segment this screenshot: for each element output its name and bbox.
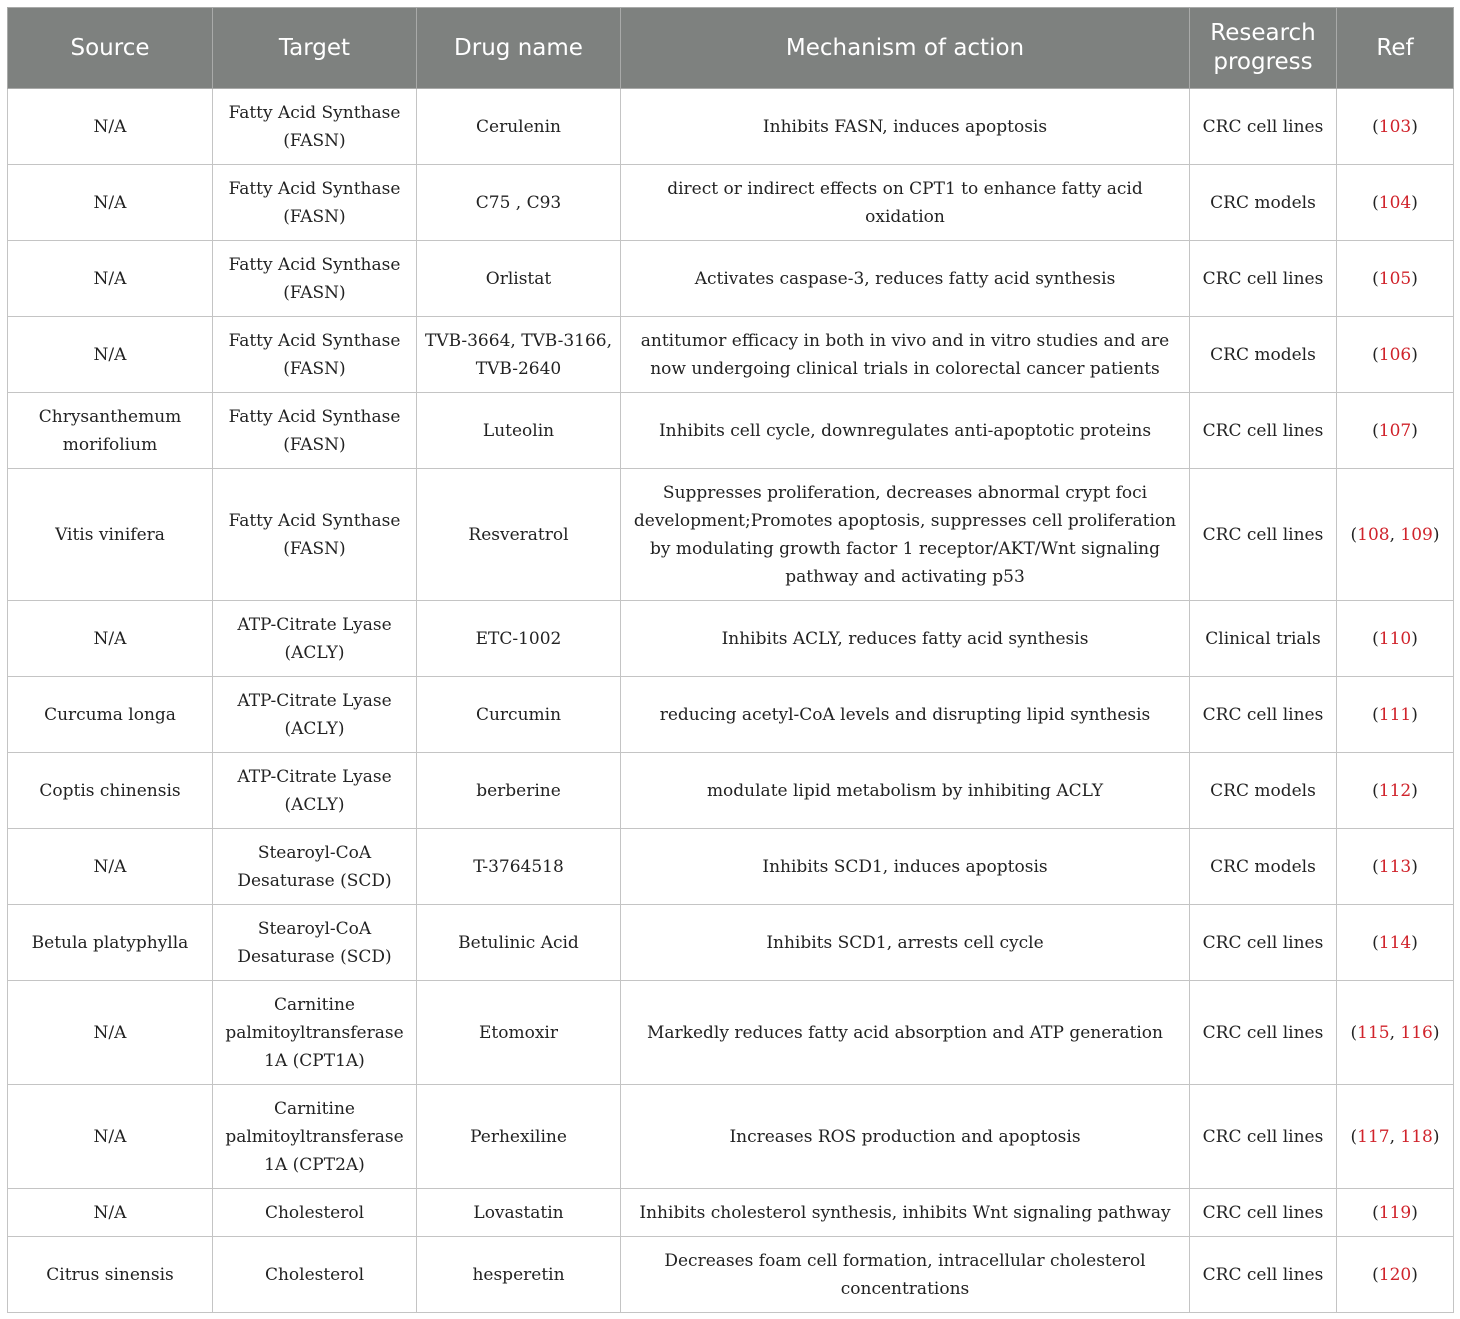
cell-source: N/A — [8, 1085, 213, 1189]
cell-source: Coptis chinensis — [8, 753, 213, 829]
table-row — [8, 469, 1454, 601]
cell-source: Curcuma longa — [8, 677, 213, 753]
cell-mechanism: Markedly reduces fatty acid absorption and ATP generation — [621, 981, 1190, 1085]
cell-mechanism: modulate lipid metabolism by inhibiting ACLY — [621, 753, 1190, 829]
cell-source: Betula platyphylla — [8, 905, 213, 981]
ref-link[interactable]: 104 — [1378, 192, 1412, 213]
table-row — [8, 393, 1454, 469]
cell-drug-name: Perhexiline — [417, 1085, 621, 1189]
cell-target: ATP-Citrate Lyase (ACLY) — [213, 753, 417, 829]
cell-ref: (112) — [1337, 753, 1454, 829]
table-row — [8, 165, 1454, 241]
cell-target: Carnitine palmitoyltransferase 1A (CPT1A) — [213, 981, 417, 1085]
cell-ref: (117, 118) — [1337, 1085, 1454, 1189]
cell-drug-name: Betulinic Acid — [417, 905, 621, 981]
ref-link[interactable]: 113 — [1378, 856, 1412, 877]
cell-drug-name: C75 , C93 — [417, 165, 621, 241]
cell-target: Fatty Acid Synthase (FASN) — [213, 393, 417, 469]
cell-ref: (108, 109) — [1337, 469, 1454, 601]
cell-target: Cholesterol — [213, 1189, 417, 1237]
cell-research-progress: Clinical trials — [1190, 601, 1337, 677]
cell-drug-name: Curcumin — [417, 677, 621, 753]
cell-drug-name: Lovastatin — [417, 1189, 621, 1237]
ref-link[interactable]: 103 — [1378, 116, 1412, 137]
ref-link[interactable]: 119 — [1378, 1202, 1412, 1223]
ref-link[interactable]: 111 — [1378, 704, 1412, 725]
cell-source: N/A — [8, 981, 213, 1085]
cell-source: N/A — [8, 89, 213, 165]
cell-research-progress: CRC cell lines — [1190, 981, 1337, 1085]
cell-mechanism: reducing acetyl-CoA levels and disrupting lipid synthesis — [621, 677, 1190, 753]
cell-source: N/A — [8, 241, 213, 317]
cell-mechanism: direct or indirect effects on CPT1 to enhance fatty acid oxidation — [621, 165, 1190, 241]
cell-mechanism: Activates caspase-3, reduces fatty acid synthesis — [621, 241, 1190, 317]
table-row — [8, 753, 1454, 829]
ref-link[interactable]: 116 — [1400, 1022, 1433, 1043]
table-row — [8, 1189, 1454, 1237]
ref-link[interactable]: 115 — [1357, 1022, 1390, 1043]
cell-source: N/A — [8, 165, 213, 241]
cell-research-progress: CRC cell lines — [1190, 1237, 1337, 1313]
cell-drug-name: hesperetin — [417, 1237, 621, 1313]
cell-drug-name: Cerulenin — [417, 89, 621, 165]
cell-target: Cholesterol — [213, 1237, 417, 1313]
cell-research-progress: CRC cell lines — [1190, 89, 1337, 165]
cell-ref: (106) — [1337, 317, 1454, 393]
header-row — [8, 8, 1454, 89]
cell-ref: (115, 116) — [1337, 981, 1454, 1085]
cell-target: Stearoyl-CoA Desaturase (SCD) — [213, 905, 417, 981]
header-drug-name: Drug name — [417, 8, 621, 89]
cell-ref: (110) — [1337, 601, 1454, 677]
header-research-progress: Research progress — [1190, 8, 1337, 89]
cell-mechanism: Suppresses proliferation, decreases abnormal crypt foci development;Promotes apoptosis, suppresses cell proliferation by modulating growth factor 1 receptor/AKT/Wnt signaling pathway and activating p53 — [621, 469, 1190, 601]
ref-link[interactable]: 118 — [1400, 1126, 1433, 1147]
header-source: Source — [8, 8, 213, 89]
ref-link[interactable]: 117 — [1357, 1126, 1390, 1147]
ref-link[interactable]: 112 — [1378, 780, 1412, 801]
cell-ref: (113) — [1337, 829, 1454, 905]
header-mechanism: Mechanism of action — [621, 8, 1190, 89]
cell-ref: (107) — [1337, 393, 1454, 469]
ref-link[interactable]: 109 — [1400, 524, 1433, 545]
ref-link[interactable]: 105 — [1378, 268, 1412, 289]
cell-mechanism: Inhibits ACLY, reduces fatty acid synthesis — [621, 601, 1190, 677]
cell-target: Fatty Acid Synthase (FASN) — [213, 317, 417, 393]
cell-target: ATP-Citrate Lyase (ACLY) — [213, 677, 417, 753]
cell-research-progress: CRC cell lines — [1190, 677, 1337, 753]
cell-ref: (104) — [1337, 165, 1454, 241]
cell-target: Fatty Acid Synthase (FASN) — [213, 241, 417, 317]
cell-source: N/A — [8, 829, 213, 905]
cell-ref: (114) — [1337, 905, 1454, 981]
cell-source: Chrysanthemum morifolium — [8, 393, 213, 469]
cell-mechanism: Inhibits cell cycle, downregulates anti-apoptotic proteins — [621, 393, 1190, 469]
ref-link[interactable]: 110 — [1378, 628, 1412, 649]
ref-link[interactable]: 107 — [1378, 420, 1412, 441]
table-row — [8, 677, 1454, 753]
cell-research-progress: CRC cell lines — [1190, 469, 1337, 601]
cell-research-progress: CRC models — [1190, 753, 1337, 829]
table-row — [8, 89, 1454, 165]
table-row — [8, 241, 1454, 317]
cell-mechanism: Inhibits cholesterol synthesis, inhibits Wnt signaling pathway — [621, 1189, 1190, 1237]
cell-research-progress: CRC models — [1190, 317, 1337, 393]
table-row — [8, 1237, 1454, 1313]
cell-ref: (111) — [1337, 677, 1454, 753]
cell-target: Carnitine palmitoyltransferase 1A (CPT2A) — [213, 1085, 417, 1189]
drug-table — [7, 7, 1454, 1313]
table-row — [8, 317, 1454, 393]
cell-drug-name: ETC-1002 — [417, 601, 621, 677]
cell-research-progress: CRC models — [1190, 165, 1337, 241]
cell-drug-name: TVB-3664, TVB-3166, TVB-2640 — [417, 317, 621, 393]
cell-drug-name: T-3764518 — [417, 829, 621, 905]
cell-source: Vitis vinifera — [8, 469, 213, 601]
cell-mechanism: Inhibits SCD1, arrests cell cycle — [621, 905, 1190, 981]
header-target: Target — [213, 8, 417, 89]
cell-target: Fatty Acid Synthase (FASN) — [213, 165, 417, 241]
cell-ref: (120) — [1337, 1237, 1454, 1313]
cell-source: N/A — [8, 601, 213, 677]
cell-mechanism: Decreases foam cell formation, intracellular cholesterol concentrations — [621, 1237, 1190, 1313]
cell-ref: (119) — [1337, 1189, 1454, 1237]
cell-target: Stearoyl-CoA Desaturase (SCD) — [213, 829, 417, 905]
cell-research-progress: CRC cell lines — [1190, 1189, 1337, 1237]
ref-link[interactable]: 106 — [1378, 344, 1412, 365]
cell-mechanism: Inhibits FASN, induces apoptosis — [621, 89, 1190, 165]
table-row — [8, 601, 1454, 677]
cell-research-progress: CRC cell lines — [1190, 241, 1337, 317]
cell-source: N/A — [8, 1189, 213, 1237]
cell-source: Citrus sinensis — [8, 1237, 213, 1313]
cell-drug-name: Luteolin — [417, 393, 621, 469]
cell-mechanism: Increases ROS production and apoptosis — [621, 1085, 1190, 1189]
cell-mechanism: antitumor efficacy in both in vivo and in vitro studies and are now undergoing clinical trials in colorectal cancer patients — [621, 317, 1190, 393]
cell-mechanism: Inhibits SCD1, induces apoptosis — [621, 829, 1190, 905]
cell-target: Fatty Acid Synthase (FASN) — [213, 89, 417, 165]
ref-link[interactable]: 120 — [1378, 1264, 1412, 1285]
cell-drug-name: berberine — [417, 753, 621, 829]
ref-link[interactable]: 108 — [1357, 524, 1390, 545]
cell-research-progress: CRC cell lines — [1190, 1085, 1337, 1189]
cell-research-progress: CRC cell lines — [1190, 393, 1337, 469]
cell-ref: (105) — [1337, 241, 1454, 317]
table-header — [8, 8, 1454, 89]
cell-drug-name: Resveratrol — [417, 469, 621, 601]
cell-research-progress: CRC models — [1190, 829, 1337, 905]
cell-source: N/A — [8, 317, 213, 393]
cell-research-progress: CRC cell lines — [1190, 905, 1337, 981]
header-ref: Ref — [1337, 8, 1454, 89]
cell-target: ATP-Citrate Lyase (ACLY) — [213, 601, 417, 677]
cell-drug-name: Orlistat — [417, 241, 621, 317]
table-row — [8, 1085, 1454, 1189]
table-row — [8, 905, 1454, 981]
table-row — [8, 829, 1454, 905]
cell-ref: (103) — [1337, 89, 1454, 165]
table-row — [8, 981, 1454, 1085]
cell-target: Fatty Acid Synthase (FASN) — [213, 469, 417, 601]
table-body — [8, 89, 1454, 1313]
ref-link[interactable]: 114 — [1378, 932, 1412, 953]
cell-drug-name: Etomoxir — [417, 981, 621, 1085]
